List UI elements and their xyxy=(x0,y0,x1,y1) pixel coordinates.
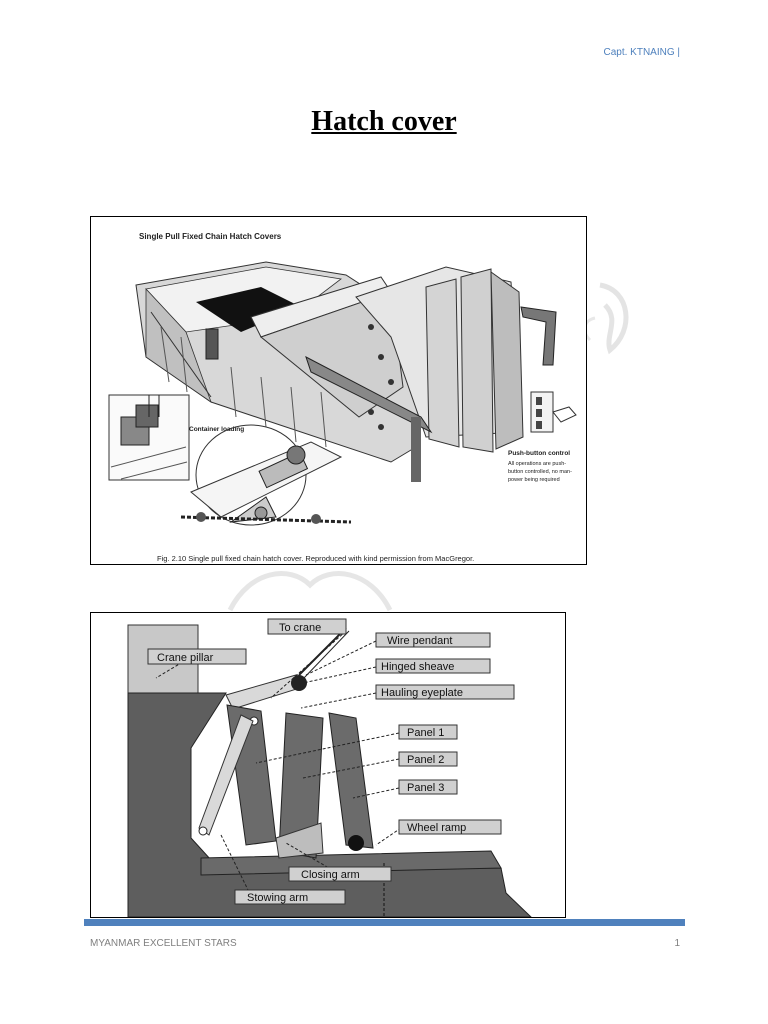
label-hauling-eyeplate: Hauling eyeplate xyxy=(381,687,463,699)
wheel-ramp-wheel xyxy=(348,835,364,851)
figure-folding-hatch-diagram xyxy=(90,612,566,918)
fig1-caption: Fig. 2.10 Single pull fixed chain hatch cover. Reproduced with kind permission from MacGregor. xyxy=(157,554,475,563)
footer-organization: MYANMAR EXCELLENT STARS xyxy=(90,938,237,949)
label-crane-pillar: Crane pillar xyxy=(157,652,214,664)
closing-arm-upper xyxy=(226,675,303,709)
page-number: 1 xyxy=(674,938,680,949)
figure-single-pull-hatch xyxy=(90,216,587,565)
page-title: Hatch cover xyxy=(311,106,457,137)
label-panel-1: Panel 1 xyxy=(407,727,445,739)
watermark-swirl-middle xyxy=(220,560,400,620)
label-panel-2: Panel 2 xyxy=(407,754,445,766)
control-desc-2: button controlled, no man- xyxy=(508,469,572,475)
label-stowing-arm: Stowing arm xyxy=(247,892,309,904)
control-title: Push-button control xyxy=(508,450,571,457)
label-to-crane: To crane xyxy=(279,622,322,634)
fig1-heading: Single Pull Fixed Chain Hatch Covers xyxy=(139,232,282,241)
wire-pendant-line-2 xyxy=(303,631,349,679)
label-closing-arm: Closing arm xyxy=(301,869,360,881)
label-hinged-sheave: Hinged sheave xyxy=(381,661,455,673)
label-panel-3: Panel 3 xyxy=(407,782,445,794)
stowing-arm-pivot xyxy=(199,827,207,835)
panel-3-shape xyxy=(329,713,373,848)
header-author: Capt. KTNAING | xyxy=(603,47,680,58)
inset-container-loading xyxy=(109,395,244,480)
footer-bar xyxy=(84,919,685,926)
label-wire-pendant: Wire pendant xyxy=(387,635,453,647)
control-desc-1: All operations are push- xyxy=(508,461,567,467)
label-wheel-ramp: Wheel ramp xyxy=(407,822,467,834)
hull-structure xyxy=(128,693,531,917)
control-desc-3: power being required xyxy=(508,477,560,483)
inset-container-label: Container loading xyxy=(189,426,245,433)
